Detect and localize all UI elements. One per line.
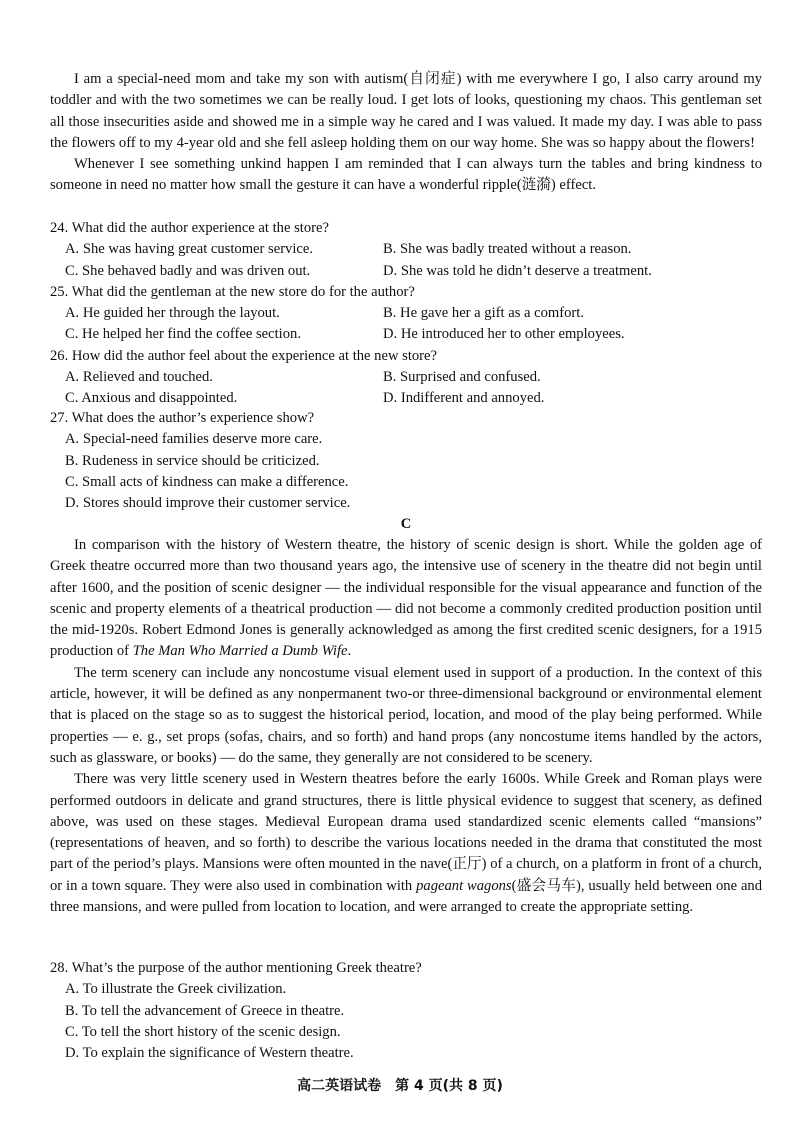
option-d: D. He introduced her to other employees. xyxy=(383,326,625,343)
italic-term: pageant wagons xyxy=(416,877,512,894)
option-b: B. She was badly treated without a reason. xyxy=(383,241,632,258)
page-footer: 高二英语试卷 第 4 页(共 8 页) xyxy=(297,1078,503,1094)
option-c: C. To tell the short history of the scenic design. xyxy=(65,1023,341,1040)
question-stem: 25. What did the gentleman at the new store do for the author? xyxy=(50,283,415,300)
paragraph-text: There was very little scenery used in Western theatres before the early 1600s. While Greek and Roman plays were performed outdoors in delicate and grand structures, there is little physical evidence to suggest that scenery, as defined above, was used on these stages. Medieval European drama used standardized scenic elements called “mansions” (representations of heaven, and so forth) to describe the various locations needed in the drama that constituted the most part of the period’s plays. Mansions were often mounted in the nave(正厅) of a church, on a platform in front of a church, or in a town square. They were also used in combination with xyxy=(50,771,762,894)
option-a: A. Relieved and touched. xyxy=(65,369,213,386)
option-d: D. She was told he didn’t deserve a treatment. xyxy=(383,262,652,279)
question-24 xyxy=(50,218,762,282)
question-28 xyxy=(50,958,762,1064)
question-25 xyxy=(50,282,762,346)
option-b: B. To tell the advancement of Greece in theatre. xyxy=(65,1002,345,1019)
paragraph: Whenever I see something unkind happen I am reminded that I can always turn the tables and bring kindness to someone in need no matter how small the gesture it can have a wonderful ripple(涟漪) effect. xyxy=(50,156,762,194)
paragraph xyxy=(50,769,762,918)
option-c: C. He helped her find the coffee section. xyxy=(65,326,301,343)
question-stem: 26. How did the author feel about the experience at the new store? xyxy=(50,347,437,364)
option-d: D. To explain the significance of Western theatre. xyxy=(65,1045,354,1062)
option-a: A. To illustrate the Greek civilization. xyxy=(65,981,287,998)
option-a: A. She was having great customer service. xyxy=(65,241,314,258)
question-stem: 24. What did the author experience at the store? xyxy=(50,220,329,236)
option-c: C. She behaved badly and was driven out. xyxy=(65,262,311,279)
questions-24-26 xyxy=(50,218,762,410)
option-d: D. Stores should improve their customer service. xyxy=(65,495,351,512)
section-c-heading: C xyxy=(400,516,412,532)
option-a: A. He guided her through the layout. xyxy=(65,305,280,322)
question-stem: 28. What’s the purpose of the author mentioning Greek theatre? xyxy=(50,960,422,976)
paragraph xyxy=(50,535,762,663)
paragraph-text: In comparison with the history of Western theatre, the history of scenic design is short. While the golden age of Greek theatre occurred more than two thousand years ago, the intensive use of scenery in the theatre did not begin until after 1600, and the position of scenic designer — the individual responsible for the visual appearance and function of the scenic and property elements of a theatrical production — did not become a commonly credited production position until the mid-1920s. Robert Edmond Jones is generally acknowledged as among the first credited scenic designers, for a 1915 production of xyxy=(50,537,762,660)
paragraph-text: . xyxy=(347,643,352,660)
option-b: B. He gave her a gift as a comfort. xyxy=(383,305,584,322)
option-d: D. Indifferent and annoyed. xyxy=(383,390,545,407)
paragraph: The term scenery can include any noncostume visual element used in support of a production. In the context of this article, however, it will be defined as any nonpermanent two-or three-dimensional background or environmental element that is placed on the stage so as to suggest the historical period, location, and mood of the play being performed. While properties — e. g., set props (sofas, chairs, and so forth) and hand props (any noncostume items handled by the actors, such as glassware, or books) — do the same, they generally are not considered to be scenery. xyxy=(50,664,762,766)
option-c: C. Small acts of kindness can make a difference. xyxy=(65,473,349,490)
paragraph: I am a special-need mom and take my son with autism(自闭症) with me everywhere I go, I also carry around my toddler and with the two sometimes we can be really loud. I get lots of looks, questioning my chaos. This gentleman set all those insecurities aside and showed me in a simple way he cared and I was valued. It made my day. I was able to pass the flowers off to my 4-year old and she fell asleep holding them on our way home. She was so happy about the flowers! xyxy=(50,71,762,151)
paragraph-text: (盛会马车), usually held between one and three mansions, and were pulled from location to location, and were arranged to create the appropriate setting. xyxy=(50,877,763,916)
option-c: C. Anxious and disappointed. xyxy=(65,390,238,407)
play-title: The Man Who Married a Dumb Wife xyxy=(132,643,348,660)
question-26 xyxy=(50,346,762,410)
question-27 xyxy=(50,408,762,514)
passage-b-ending xyxy=(50,69,762,197)
question-stem: 27. What does the author’s experience show? xyxy=(50,410,315,426)
option-a: A. Special-need families deserve more care. xyxy=(65,431,323,448)
option-b: B. Surprised and confused. xyxy=(383,369,541,386)
option-b: B. Rudeness in service should be criticized. xyxy=(65,452,320,469)
passage-c xyxy=(50,535,762,918)
